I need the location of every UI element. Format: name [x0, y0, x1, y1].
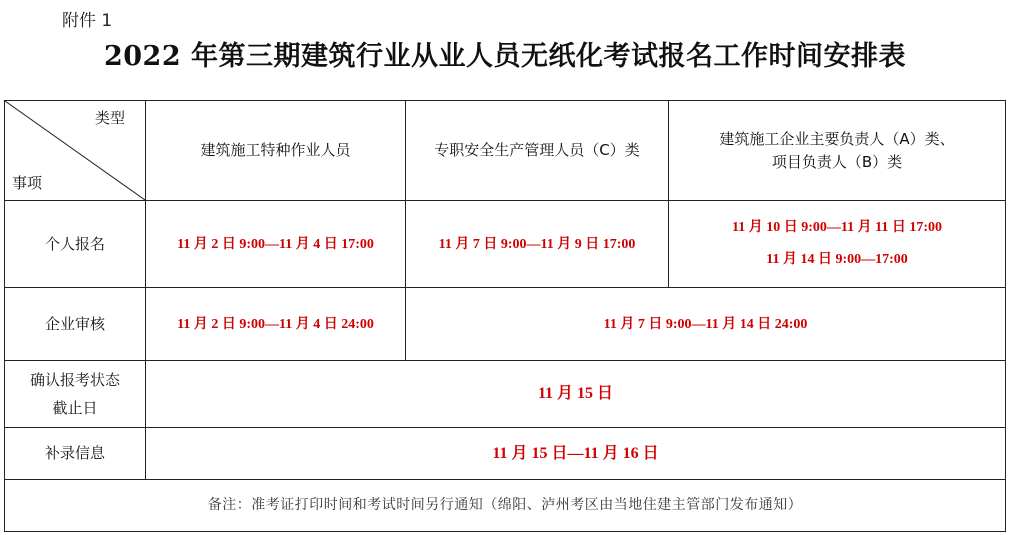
column-header-leaders-line2: 项目负责人（B）类 [771, 152, 903, 171]
column-header-leaders [669, 101, 1006, 201]
table-row-confirm-deadline [5, 361, 1006, 428]
attachment-label: 附件 1 [62, 11, 113, 31]
column-header-leaders-line1: 建筑施工企业主要负责人（A）类、 [719, 130, 955, 148]
cell-personal-registration-col3-line1: 11 月 10 日 9:00—11 月 11 日 17:00 [731, 219, 942, 235]
row-label-personal-registration: 个人报名 [5, 201, 146, 288]
corner-header-cell [5, 101, 146, 201]
schedule-table [4, 100, 1006, 532]
table-row-enterprise-review [5, 288, 1006, 361]
table-row-personal-registration [5, 201, 1006, 288]
table-note: 备注：准考证打印时间和考试时间另行通知（绵阳、泸州考区由当地住建主管部门发布通知） [5, 480, 1006, 532]
cell-personal-registration-col3-line2: 11 月 14 日 9:00—17:00 [766, 252, 908, 267]
row-label-confirm-deadline-line2: 截止日 [52, 399, 98, 417]
cell-enterprise-review-col23: 11 月 7 日 9:00—11 月 14 日 24:00 [406, 288, 1006, 361]
cell-enterprise-review-col1: 11 月 2 日 9:00—11 月 4 日 24:00 [146, 288, 406, 361]
document-title: 2022 年第三期建筑行业从业人员无纸化考试报名工作时间安排表 [103, 41, 907, 72]
cell-personal-registration-col2: 11 月 7 日 9:00—11 月 9 日 17:00 [406, 201, 669, 288]
cell-confirm-deadline: 11 月 15 日 [146, 361, 1006, 428]
row-label-confirm-deadline [5, 361, 146, 428]
cell-personal-registration-col1: 11 月 2 日 9:00—11 月 4 日 17:00 [146, 201, 406, 288]
corner-type-label: 类型 [94, 109, 125, 127]
row-label-confirm-deadline-line1: 确认报考状态 [29, 370, 120, 389]
column-header-special-operators: 建筑施工特种作业人员 [146, 101, 406, 201]
column-header-safety-managers: 专职安全生产管理人员（C）类 [406, 101, 669, 201]
row-label-supplement-info: 补录信息 [5, 428, 146, 480]
cell-personal-registration-col3 [669, 201, 1006, 288]
table-row-supplement-info [5, 428, 1006, 480]
table-header-row [5, 101, 1006, 201]
table-row-note [5, 480, 1006, 532]
cell-supplement-info: 11 月 15 日—11 月 16 日 [146, 428, 1006, 480]
row-label-enterprise-review: 企业审核 [5, 288, 146, 361]
corner-item-label: 事项 [12, 173, 43, 192]
